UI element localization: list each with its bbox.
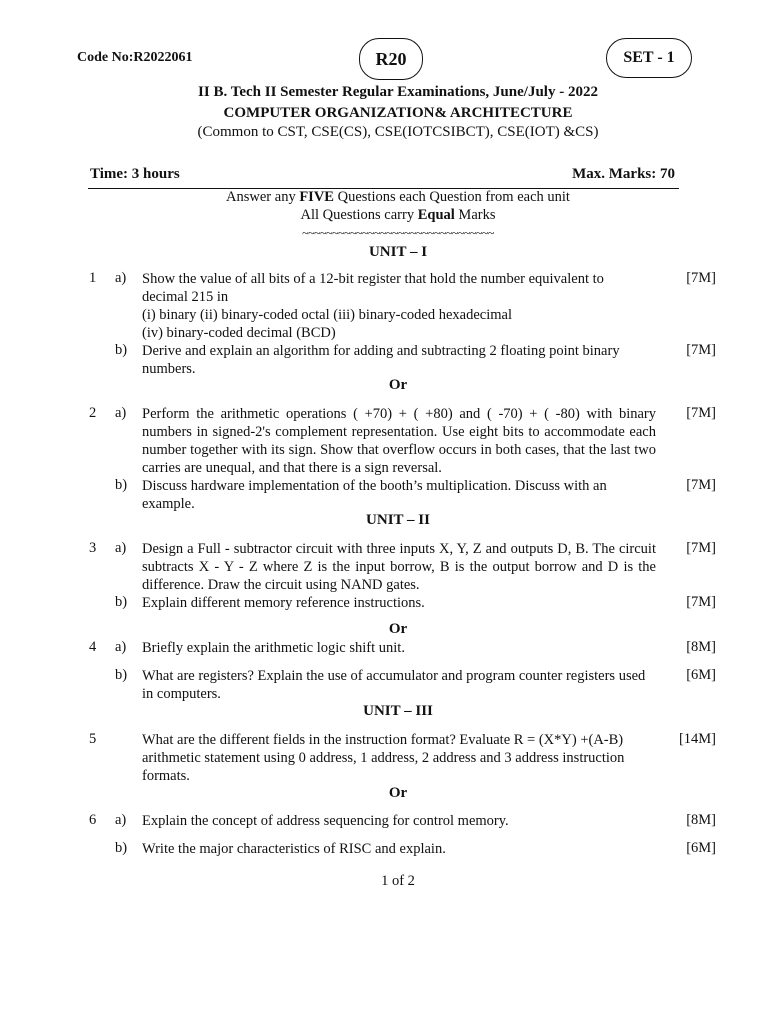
instr1-post: Questions each Question from each unit <box>333 189 570 205</box>
q1a-line-3: (i) binary (ii) binary-coded octal (iii) binary-coded hexadecimal <box>142 307 512 323</box>
instr1-pre: Answer any <box>226 189 300 205</box>
tilde-divider: ~~~~~~~~~~~~~~~~~~~~~~~~~~~~~~~~ <box>302 226 494 240</box>
regulation-label: R20 <box>375 48 407 69</box>
q2a-marks: [7M] <box>686 405 716 421</box>
q4a-marks: [8M] <box>686 639 716 655</box>
unit-2-heading: UNIT – II <box>366 512 430 528</box>
regulation-badge <box>359 38 423 80</box>
q1-number: 1 <box>89 270 97 286</box>
or-separator-2: Or <box>388 621 408 637</box>
exam-time: Time: 3 hours <box>90 166 180 182</box>
q3a-part: a) <box>115 540 127 556</box>
q2a-text: Perform the arithmetic operations ( +70) + ( +80) and ( -70) + ( -80) with binary numbers in signed-2's complement representation. Use eight bits to accommodate each number together with its sign. Show that overflow occurs in both cases, that the last two carries are unequal, and that there is a sign reversal. <box>142 406 656 476</box>
q4b-part: b) <box>115 667 128 683</box>
q1a-part: a) <box>115 270 127 286</box>
q3b-part: b) <box>115 594 128 610</box>
unit-1-heading: UNIT – I <box>368 244 428 260</box>
q1a-text <box>142 270 656 342</box>
subject-title: COMPUTER ORGANIZATION& ARCHITECTURE <box>223 105 573 121</box>
q6b-text: Write the major characteristics of RISC and explain. <box>142 841 446 857</box>
branches-line: (Common to CST, CSE(CS), CSE(IOTCSIBCT), CSE(IOT) &CS) <box>197 124 599 140</box>
instr2-bold: Equal <box>417 206 455 223</box>
q6b-part: b) <box>115 840 128 856</box>
q1b-part: b) <box>115 342 128 358</box>
q6b-marks: [6M] <box>686 840 716 856</box>
q2-number: 2 <box>89 405 97 421</box>
q5-line-3: formats. <box>142 768 190 784</box>
q5-number: 5 <box>89 731 97 747</box>
instruction-line-2 <box>0 207 768 225</box>
q1a-line-2: decimal 215 in <box>142 289 229 305</box>
q3a-marks: [7M] <box>686 540 716 556</box>
exam-title: II B. Tech II Semester Regular Examinations, June/July - 2022 <box>198 84 598 100</box>
instr2-post: Marks <box>454 206 496 223</box>
q4b-text: What are registers? Explain the use of accumulator and program counter registers used in computers. <box>142 668 646 702</box>
instructions <box>0 189 768 224</box>
q1a-line-4: (iv) binary-coded decimal (BCD) <box>142 325 336 341</box>
or-separator-3: Or <box>388 785 408 801</box>
q6a-marks: [8M] <box>686 812 716 828</box>
q6a-text: Explain the concept of address sequencing for control memory. <box>142 813 509 829</box>
q3-number: 3 <box>89 540 97 556</box>
q5-line-2: arithmetic statement using 0 address, 1 address, 2 address and 3 address instruction <box>142 750 625 766</box>
q3a-text: Design a Full - subtractor circuit with three inputs X, Y, Z and outputs D, B. The circuit subtracts X - Y - Z where Z is the input borrow, B is the output borrow and D is the difference. Draw the circuit using NAND gates. <box>142 541 656 593</box>
q2b-marks: [7M] <box>686 477 716 493</box>
q3b-marks: [7M] <box>686 594 716 610</box>
instr1-bold: FIVE <box>299 189 334 205</box>
code-number: Code No:R2022061 <box>77 50 193 65</box>
q4a-text: Briefly explain the arithmetic logic shift unit. <box>142 640 405 656</box>
q3b-text: Explain different memory reference instructions. <box>142 595 425 611</box>
q4b-marks: [6M] <box>686 667 716 683</box>
unit-3-heading: UNIT – III <box>363 703 433 719</box>
q5-line-1: What are the different fields in the instruction format? Evaluate R = (X*Y) +(A-B) <box>142 732 624 748</box>
instr2-pre: All Questions carry <box>300 206 418 223</box>
page-number: 1 of 2 <box>381 873 415 889</box>
or-separator-1: Or <box>388 377 408 393</box>
q5-marks: [14M] <box>678 731 716 747</box>
q6-number: 6 <box>89 812 97 828</box>
q5-text <box>142 731 656 785</box>
q1a-line-1: Show the value of all bits of a 12-bit register that hold the number equivalent to <box>142 271 604 287</box>
q4-number: 4 <box>89 639 97 655</box>
q4a-part: a) <box>115 639 127 655</box>
set-label: SET - 1 <box>623 49 675 66</box>
set-badge <box>606 38 692 78</box>
q2a-part: a) <box>115 405 127 421</box>
q6a-part: a) <box>115 812 127 828</box>
q2b-part: b) <box>115 477 128 493</box>
q1b-marks: [7M] <box>686 342 716 358</box>
q1a-marks: [7M] <box>686 270 716 286</box>
q2b-text: Discuss hardware implementation of the booth’s multiplication. Discuss with an example. <box>142 478 607 512</box>
instruction-line-1 <box>0 189 768 207</box>
q1b-text: Derive and explain an algorithm for adding and subtracting 2 floating point binary numbers. <box>142 343 620 377</box>
max-marks: Max. Marks: 70 <box>572 166 675 182</box>
